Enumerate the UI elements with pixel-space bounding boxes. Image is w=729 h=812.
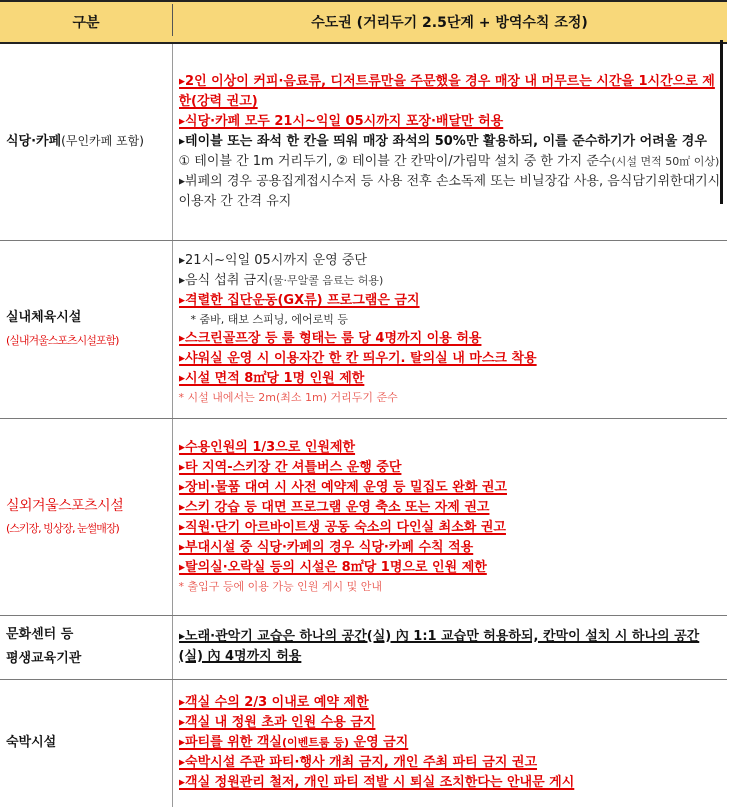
rule-item: ▸21시~익일 05시까지 운영 중단 (178, 253, 367, 268)
rule-item: ▸스크린골프장 등 룸 형태는 룸 당 4명까지 이용 허용 (178, 331, 482, 346)
table-row (0, 240, 727, 418)
culture-rules (172, 615, 727, 679)
rule-item (179, 733, 722, 753)
lodging-rules (172, 679, 727, 807)
header-region: 수도권 (거리두기 2.5단계 + 방역수칙 조정) (172, 1, 727, 43)
table-row (0, 615, 727, 679)
category-label: 숙박시설 (6, 735, 57, 751)
rule-text: ① 테이블 간 1m 거리두기, ② 테이블 간 칸막이/가림막 설치 중 한 가지 준수 (178, 153, 612, 169)
vertical-bar-decoration (720, 40, 723, 204)
category-restaurant (0, 43, 172, 240)
header-divider (172, 4, 173, 36)
category-label: 평생교육기관 (6, 651, 82, 666)
rule-item: ▸2인 이상이 커피·음료류, 디저트류만을 주문했을 경우 매장 내 머무르는 시간을 1시간으로 제한(강력 권고) (178, 73, 715, 109)
rule-item: ▸식당·카페 모두 21시~익일 05시까지 포장·배달만 허용 (178, 113, 504, 129)
category-label: 문화센터 등 (6, 627, 74, 642)
category-lodging (0, 679, 172, 807)
rule-note: (이벤트룸 등) (281, 736, 349, 750)
rule-item: ▸객실 수의 2/3 이내로 예약 제한 (178, 695, 369, 711)
rule-item: ▸타 지역-스키장 간 셔틀버스 운행 중단 (178, 459, 402, 475)
rule-note: * 시설 내에서는 2m(최소 1m) 거리두기 준수 (178, 391, 398, 404)
category-sublabel: (실내겨울스포츠시설포함) (6, 334, 119, 347)
rule-note: * 출입구 등에 이용 가능 인원 게시 및 안내 (178, 579, 382, 593)
rule-text: ▸파티를 위한 객실 (178, 735, 282, 751)
rule-item: ▸객실 정원관리 철저, 개인 파티 적발 시 퇴실 조치한다는 안내문 게시 (178, 775, 575, 791)
table-row (0, 418, 727, 615)
indoor-sports-rules (172, 240, 727, 418)
category-indoor-sports (0, 240, 172, 418)
category-sublabel: (무인카페 포함) (61, 134, 144, 149)
category-outdoor-winter (0, 418, 172, 615)
rule-item: ▸샤워실 운영 시 이용자간 한 칸 띄우기. 탈의실 내 마스크 착용 (178, 351, 537, 366)
table-row (0, 43, 727, 240)
rule-note: (물·무알콜 음료는 허용) (268, 274, 384, 287)
table-header-row (0, 1, 727, 43)
rule-item: ▸장비·물품 대여 시 사전 예약제 운영 등 밀집도 완화 권고 (178, 479, 507, 495)
rule-item: ▸수용인원의 1/3으로 인원제한 (178, 439, 356, 455)
rule-item: ▸부대시설 중 식당·카페의 경우 식당·카페 수칙 적용 (178, 539, 474, 555)
rule-item (179, 271, 722, 291)
rule-item: ▸시설 면적 8㎡당 1명 인원 제한 (178, 371, 365, 386)
category-label: 실내체육시설 (6, 310, 82, 325)
rule-text: ▸음식 섭취 금지 (178, 273, 269, 288)
rule-note: (시설 면적 50㎡ 이상) (611, 154, 720, 168)
rule-item: ▸객실 내 정원 초과 인원 수용 금지 (178, 715, 376, 731)
rule-item: ▸격렬한 집단운동(GX류) 프로그램은 금지 (178, 293, 420, 308)
rule-text: 운영 금지 (349, 735, 409, 751)
rule-item: ▸직원·단기 아르바이트생 공동 숙소의 다인실 최소화 권고 (178, 519, 506, 535)
rule-item: ▸스키 강습 등 대면 프로그램 운영 축소 또는 자제 권고 (178, 499, 490, 515)
rule-text: ▸테이블 또는 좌석 한 칸을 띄워 매장 좌석의 50%만 활용하되, 이를 준수하기가 어려울 경우 (178, 133, 707, 149)
rule-item: ▸노래·관악기 교습은 하나의 공간(실) 內 1:1 교습만 허용하되, 칸막이 설치 시 하나의 공간(실) 內 4명까지 허용 (178, 629, 700, 664)
restaurant-rules (172, 43, 727, 240)
rule-item: ▸숙박시설 주관 파티·행사 개최 금지, 개인 주최 파티 금지 권고 (178, 755, 538, 771)
category-label: 실외겨울스포츠시설 (6, 497, 124, 514)
category-culture (0, 615, 172, 679)
outdoor-winter-rules (172, 418, 727, 615)
table-row (0, 679, 727, 807)
rule-note: * 줌바, 태보 스피닝, 에어로빅 등 (190, 313, 348, 326)
category-sublabel: (스키장, 빙상장, 눈썰매장) (6, 521, 119, 535)
rule-item (179, 132, 722, 172)
rule-item: ▸뷔페의 경우 공용집게접시수저 등 사용 전후 손소독제 또는 비닐장갑 사용, 음식담기위한대기시이용자 간 간격 유지 (178, 173, 721, 209)
rule-item: ▸탈의실·오락실 등의 시설은 8㎡당 1명으로 인원 제한 (178, 559, 487, 575)
header-category: 구분 (0, 1, 172, 43)
category-label: 식당·카페 (6, 134, 62, 150)
